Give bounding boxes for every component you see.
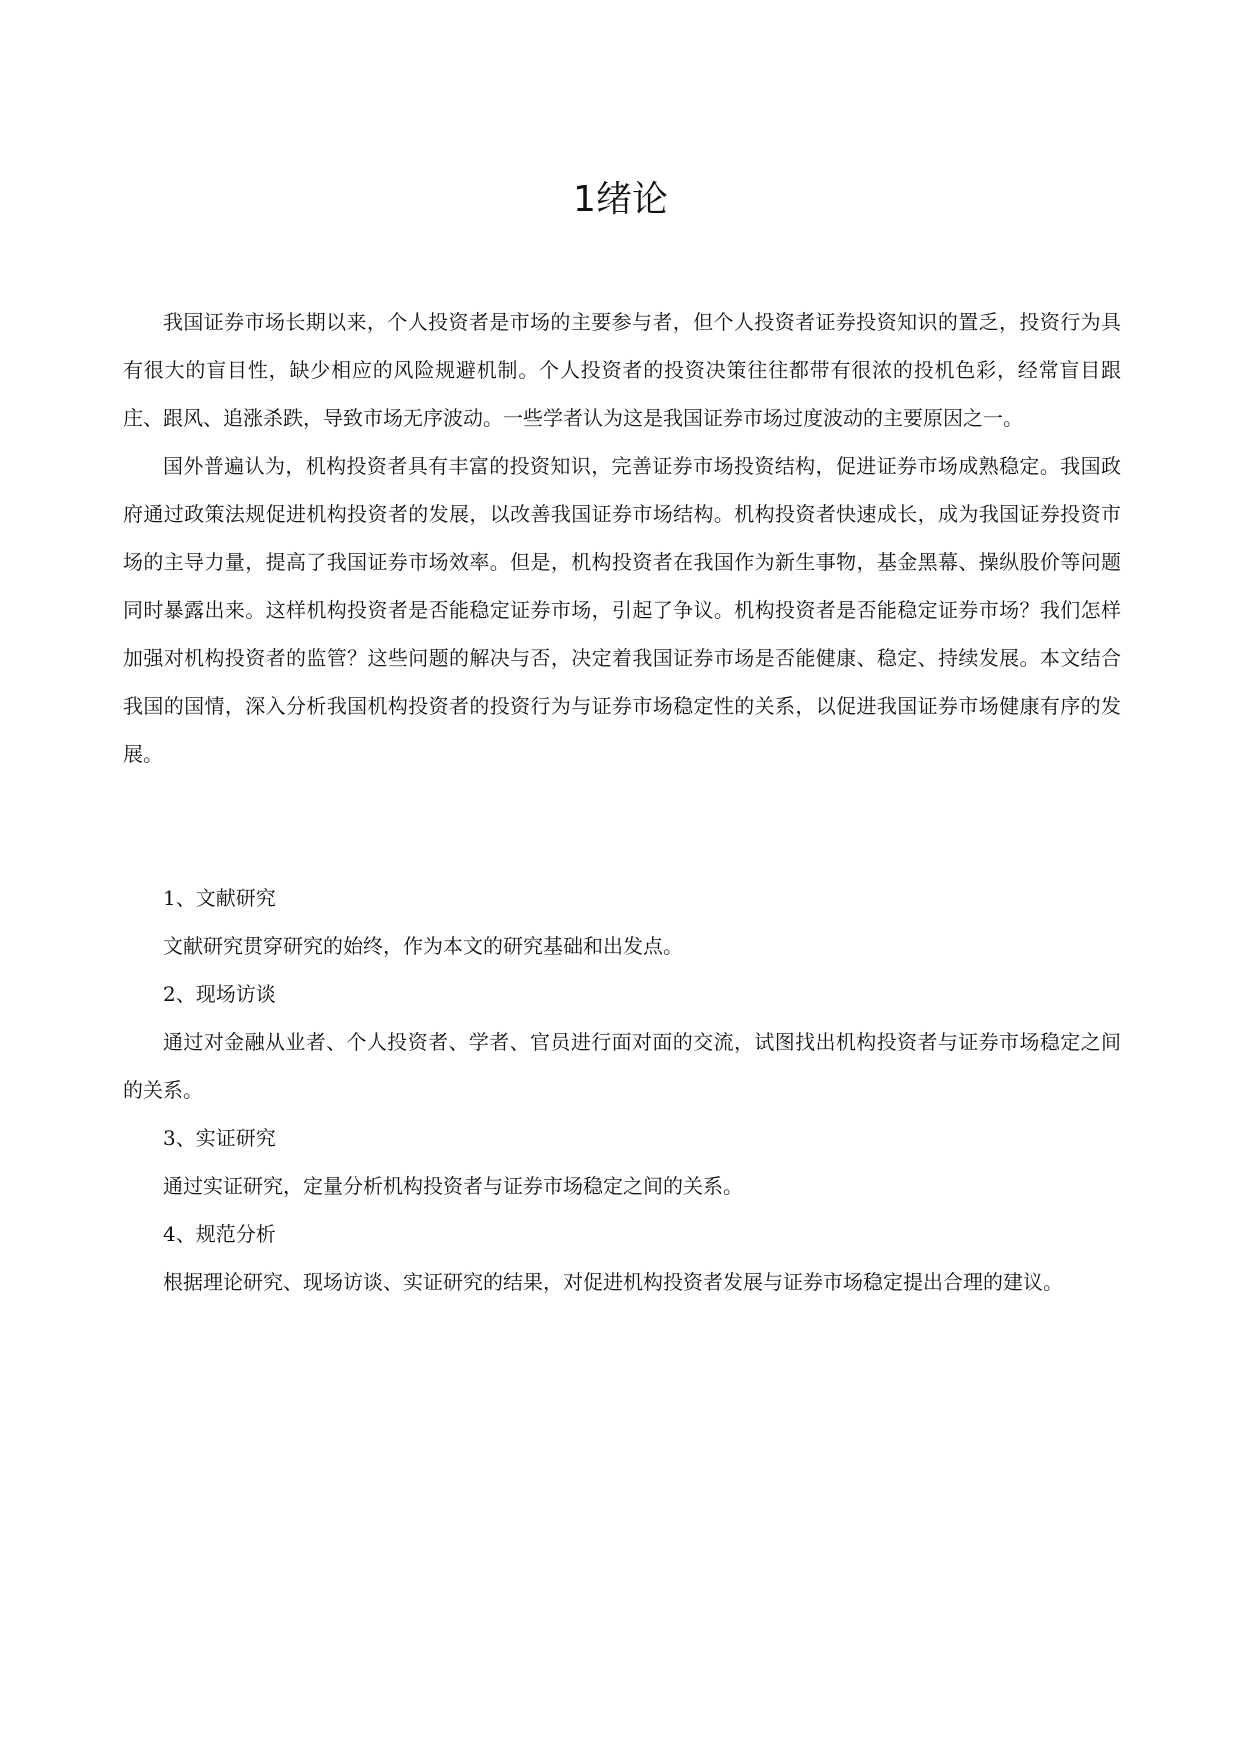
method-description: 文献研究贯穿研究的始终，作为本文的研究基础和出发点。: [163, 934, 683, 958]
method-heading: 2、现场访谈: [163, 982, 276, 1006]
intro-paragraph-1: 我国证券市场长期以来，个人投资者是市场的主要参与者，但个人投资者证券投资知识的置乏，投资行为具有很大的盲目性，缺少相应的风险规避机制。个人投资者的投资决策往往都带有很浓的投机色彩，经常盲目跟庄、跟风、追涨杀跌，导致市场无序波动。一些学者认为这是我国证券市场过度波动的主要原因之一。: [123, 310, 1121, 430]
methods-list: [123, 874, 1121, 1306]
intro-paragraph-2: 国外普遍认为，机构投资者具有丰富的投资知识，完善证券市场投资结构，促进证券市场成熟稳定。我国政府通过政策法规促进机构投资者的发展，以改善我国证券市场结构。机构投资者快速成长，成为我国证券投资市场的主导力量，提高了我国证券市场效率。但是，机构投资者在我国作为新生事物，基金黑幕、操纵股价等问题同时暴露出来。这样机构投资者是否能稳定证券市场，引起了争议。机构投资者是否能稳定证券市场？我们怎样加强对机构投资者的监管？这些问题的解决与否，决定着我国证券市场是否能健康、稳定、持续发展。本文结合我国的国情，深入分析我国机构投资者的投资行为与证券市场稳定性的关系，以促进我国证券市场健康有序的发展。: [123, 454, 1121, 766]
method-heading: 1、文献研究: [163, 886, 276, 910]
method-item-empirical-research: [123, 1114, 1121, 1210]
method-description: 通过实证研究，定量分析机构投资者与证券市场稳定之间的关系。: [163, 1174, 743, 1198]
method-item-literature-review: [123, 874, 1121, 970]
chapter-body: [123, 298, 1121, 1306]
method-heading: 4、规范分析: [163, 1222, 276, 1246]
method-description: 通过对金融从业者、个人投资者、学者、官员进行面对面的交流，试图找出机构投资者与证券市场稳定之间的关系。: [123, 1030, 1121, 1102]
method-item-normative-analysis: [123, 1210, 1121, 1306]
section-spacer: [123, 778, 1121, 874]
chapter-title: 1绪论: [573, 179, 668, 220]
method-heading: 3、实证研究: [163, 1126, 276, 1150]
method-item-field-interview: [123, 970, 1121, 1114]
method-description: 根据理论研究、现场访谈、实证研究的结果，对促进机构投资者发展与证券市场稳定提出合理的建议。: [163, 1270, 1063, 1294]
